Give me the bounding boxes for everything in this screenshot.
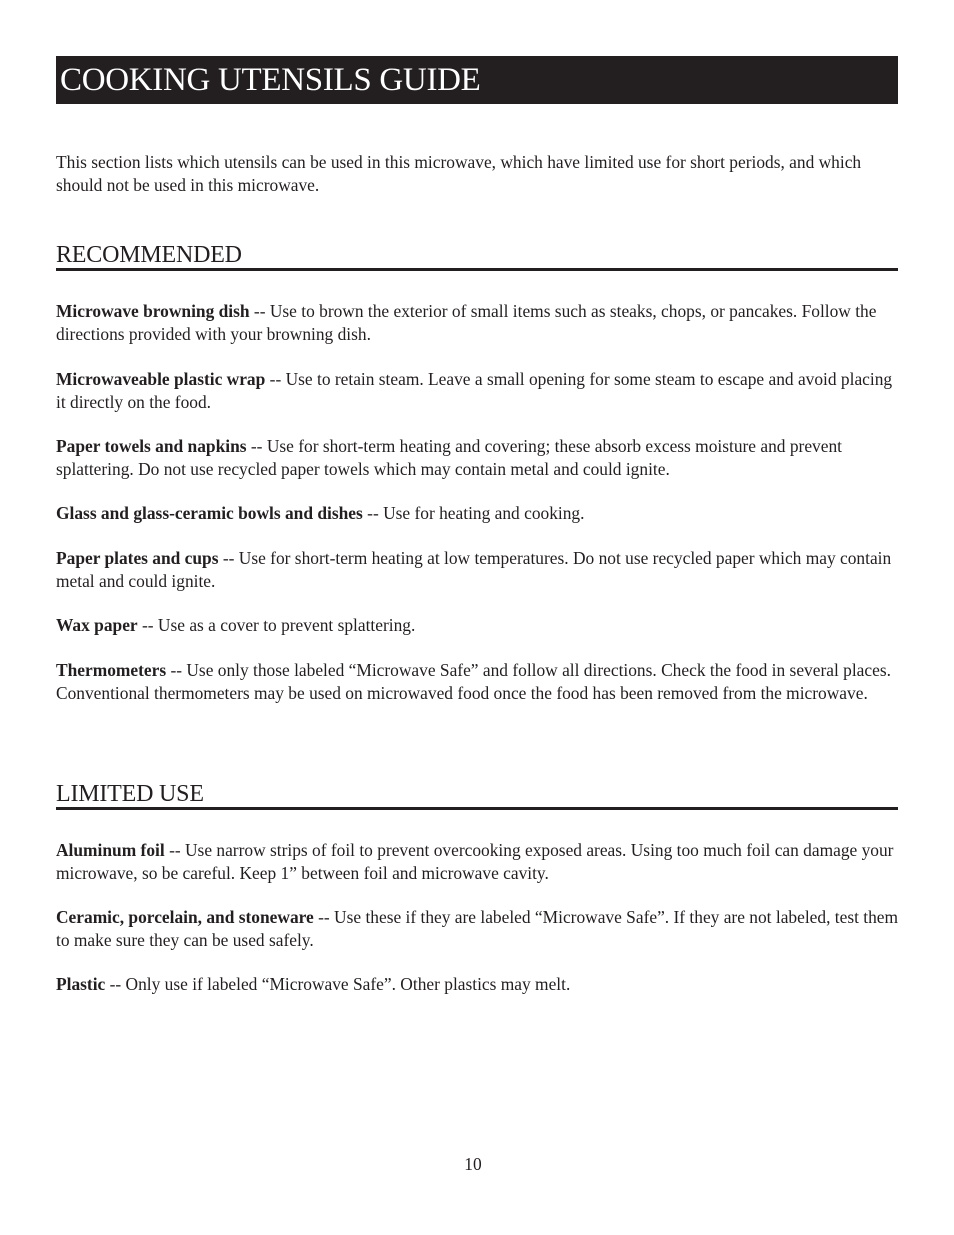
- entry-term: Plastic: [56, 974, 106, 994]
- entry-term: Ceramic, porcelain, and stoneware: [56, 907, 314, 927]
- entry-term: Thermometers: [56, 660, 167, 680]
- entry-term: Microwave browning dish: [56, 301, 250, 321]
- section-title: LIMITED USE: [56, 781, 204, 807]
- entry-text: -- Use narrow strips of foil to prevent overcooking exposed areas. Using too much foil can damage your microwave, so be careful. Keep 1” between foil and microwave cavity.: [56, 840, 894, 883]
- section-title: RECOMMENDED: [56, 242, 242, 268]
- entry-text: -- Use to retain steam. Leave a small opening for some steam to escape and avoid placing it directly on the food.: [56, 369, 893, 412]
- entry-text: -- Use for short-term heating and covering; these absorb excess moisture and prevent splattering. Do not use recycled paper towels which may contain metal and could ignite.: [56, 436, 842, 479]
- entry-microwaveable-plastic-wrap: [56, 368, 901, 413]
- entry-text: -- Use for short-term heating at low temperatures. Do not use recycled paper which may contain metal and could ignite.: [56, 548, 892, 591]
- entry-aluminum-foil: [56, 839, 901, 884]
- entry-paper-towels-and-napkins: [56, 435, 901, 480]
- entry-wax-paper: [56, 614, 901, 637]
- intro-paragraph: This section lists which utensils can be used in this microwave, which have limited use for short periods, and which should not be used in this microwave.: [56, 152, 862, 195]
- entry-term: Paper towels and napkins: [56, 436, 247, 456]
- entry-term: Aluminum foil: [56, 840, 165, 860]
- entry-text: -- Use to brown the exterior of small items such as steaks, chops, or pancakes. Follow the directions provided with your browning dish.: [56, 301, 877, 344]
- entry-term: Microwaveable plastic wrap: [56, 369, 266, 389]
- entry-text: -- Only use if labeled “Microwave Safe”. Other plastics may melt.: [105, 974, 571, 994]
- entry-text: -- Use as a cover to prevent splattering.: [137, 615, 416, 635]
- entry-text: -- Use only those labeled “Microwave Safe” and follow all directions. Check the food in several places. Conventional thermometers may be used on microwaved food once the food has been removed from the microwave.: [56, 660, 891, 703]
- entry-term: Paper plates and cups: [56, 548, 219, 568]
- entry-text: -- Use these if they are labeled “Microwave Safe”. If they are not labeled, test them to make sure they can be used safely.: [56, 907, 899, 950]
- section-heading-recommended: [56, 241, 898, 271]
- entry-glass-bowls-and-dishes: [56, 502, 901, 525]
- entry-plastic: [56, 973, 901, 996]
- entry-term: Glass and glass-ceramic bowls and dishes: [56, 503, 363, 523]
- entry-microwave-browning-dish: [56, 300, 901, 345]
- entry-ceramic-porcelain-stoneware: [56, 906, 901, 951]
- entry-paper-plates-and-cups: [56, 547, 901, 592]
- section-heading-limited-use: [56, 780, 898, 810]
- entry-text: -- Use for heating and cooking.: [362, 503, 585, 523]
- entry-term: Wax paper: [56, 615, 138, 635]
- page-title: COOKING UTENSILS GUIDE: [60, 62, 481, 98]
- entry-thermometers: [56, 659, 901, 704]
- page-number: 10: [464, 1154, 482, 1174]
- title-bar: [56, 56, 898, 104]
